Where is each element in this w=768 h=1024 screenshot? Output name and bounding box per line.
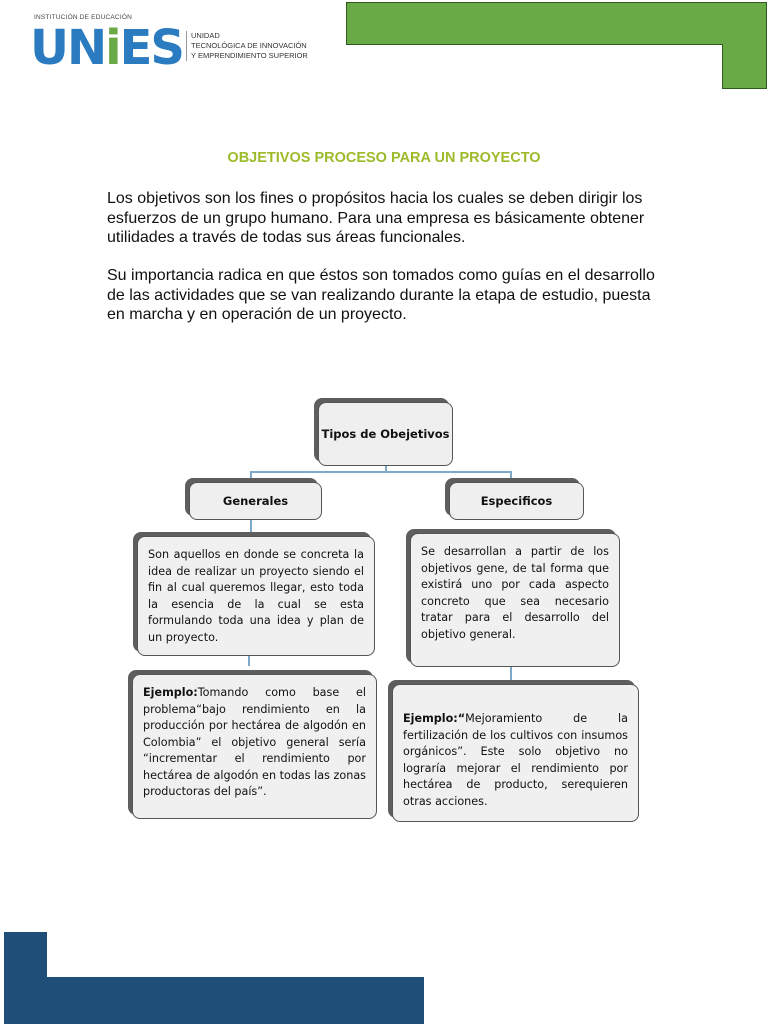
connector-right-def-example [510,667,512,681]
root-node: Tipos de Obejetivos [318,402,453,466]
especificos-definition: Se desarrollan a partir de los objetivos gene, de tal forma que existirá uno por cada aspecto concreto que sea necesario tratar para el desarrollo del objetivo general. [410,533,620,667]
unies-logo [30,14,320,74]
generales-definition: Son aquellos en donde se concreta la idea de realizar un proyecto siendo el fin al cual queremos llegar, esto toda la esencia de la cual se esta formulando toda una idea y plan de un proyecto. [137,536,375,656]
example-text: Mejoramiento de la fertilización de los cultivos con insumos orgánicos”. Este solo objetivo no lograría mejorar el rendimiento por hectárea de producto, serequieren otras acciones. [403,712,628,808]
logo-subtitle: UNIDAD TECNOLÓGICA DE INNOVACIÓN Y EMPRENDIMIENTO SUPERIOR [186,31,308,61]
connector-left-header-def [250,520,252,536]
paragraph-2: Su importancia radica en que éstos son tomados como guías en el desarrollo de las actividades que se van realizando durante la etapa de estudio, puesta en marcha y en operación de un proyecto. [107,267,655,323]
generales-node: Generales [189,482,322,520]
footer-blue-block-horizontal [4,977,424,1024]
institution-label: INSTITUCIÓN DE EDUCACIÓN [34,14,132,21]
generales-example [132,674,377,819]
especificos-node: Especificos [449,482,584,520]
example-label: Ejemplo:“ [403,712,466,725]
example-label: Ejemplo: [143,686,198,699]
example-text: Tomando como base el problema“bajo rendimiento en la producción por hectárea de algodón en Colombia” el objetivo general sería “incrementar el rendimiento por hectárea de algodón en todas las zonas productoras del país”. [143,686,367,798]
especificos-example [392,684,639,822]
logo-wordmark: U N i E S [30,20,183,76]
header-green-tab [722,44,767,89]
page-title: OBJETIVOS PROCESO PARA UN PROYECTO [227,150,541,166]
connector-horizontal [250,471,511,473]
header-green-bar [346,2,767,45]
connector-right-down [510,471,512,483]
connector-root-down [385,466,387,472]
paragraph-1: Los objetivos son los fines o propósitos hacia los cuales se deben dirigir los esfuerzos de un grupo humano. Para una empresa es básicamente obtener utilidades a través de todas sus áreas funcionales. [107,190,645,246]
connector-left-def-example [248,656,250,666]
connector-left-down [250,471,252,483]
